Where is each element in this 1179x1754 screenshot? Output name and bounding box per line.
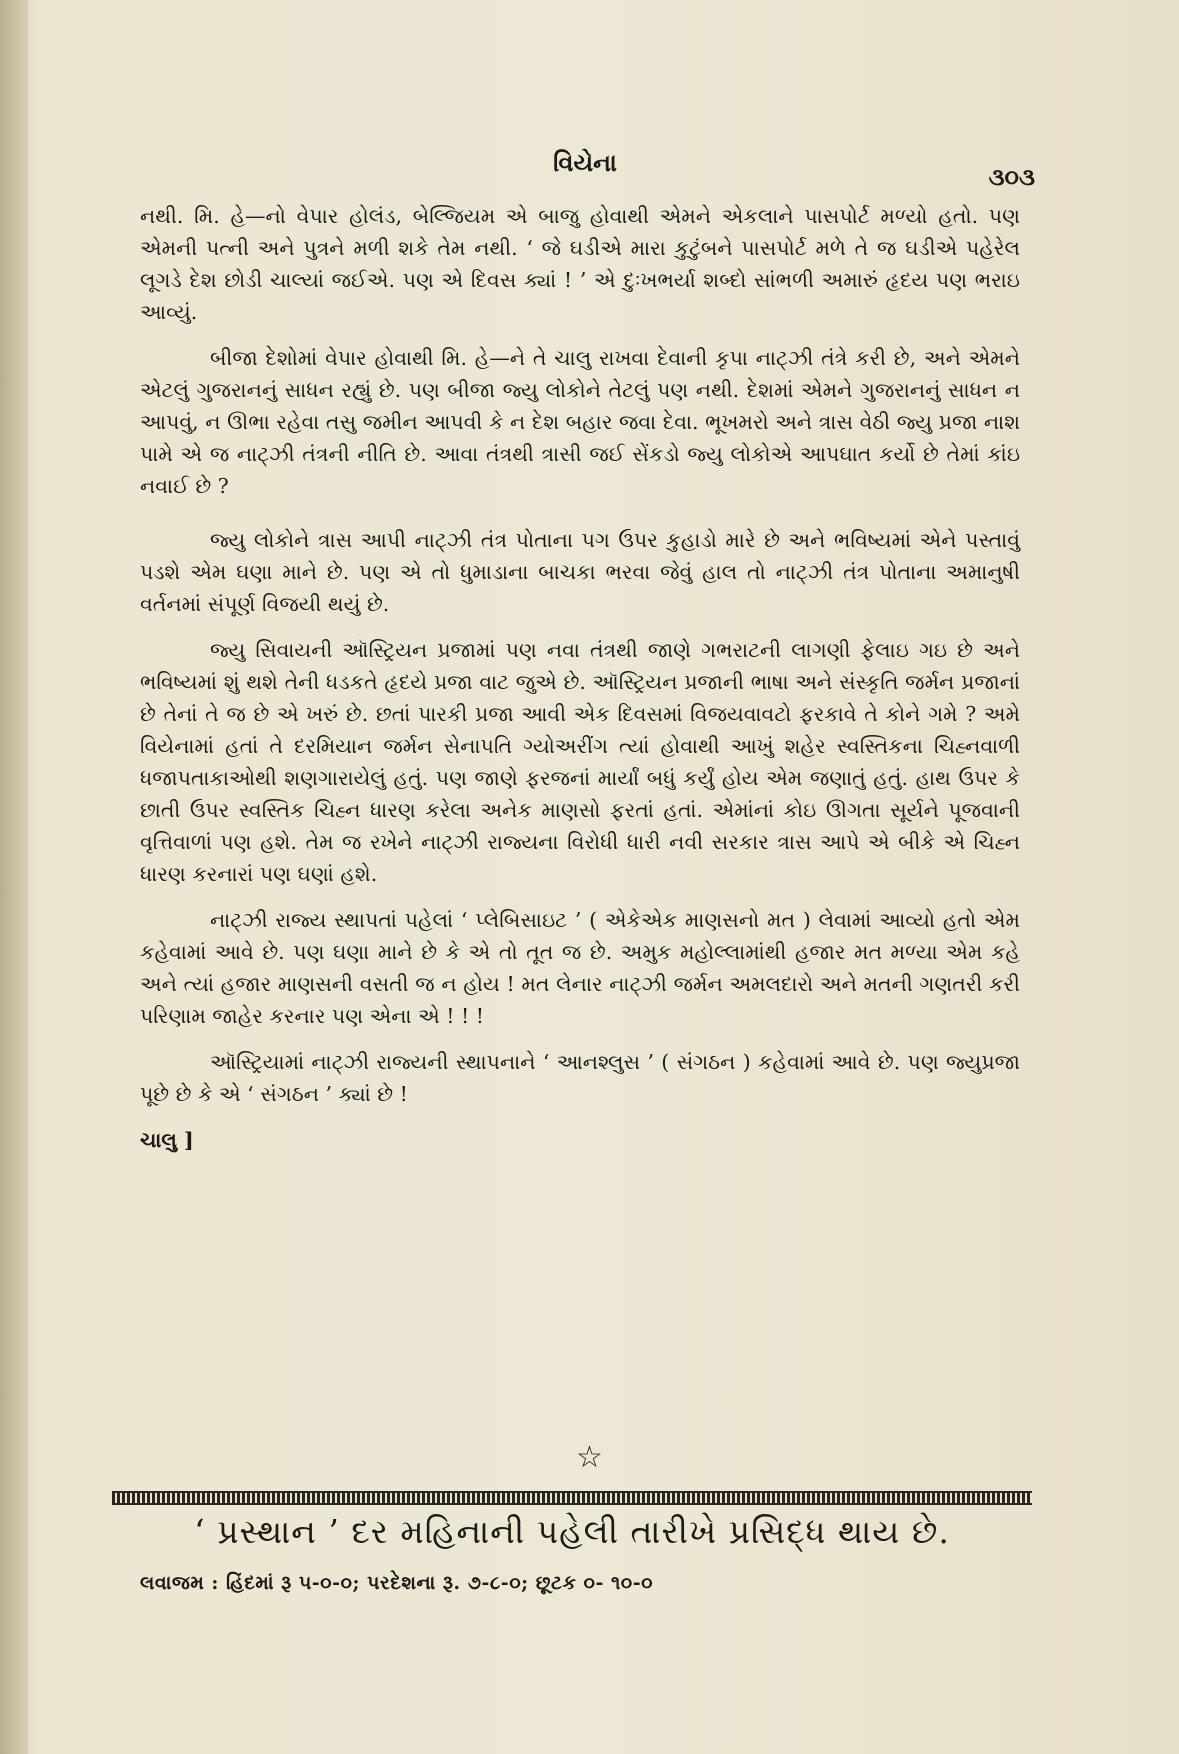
decorative-rule bbox=[112, 1491, 1032, 1505]
article-body bbox=[140, 200, 1020, 1156]
page-header bbox=[135, 148, 1035, 191]
continued-marker: ચાલુ ] bbox=[140, 1128, 194, 1152]
paragraph: ઑસ્ટ્રિયામાં નાટ્ઝી રાજ્યની સ્થાપનાને ‘ આનશ્લુસ ’ ( સંગઠન ) કહેવામાં આવે છે. પણ જ્યુપ્રજા પૂછે છે કે એ ‘ સંગઠન ’ ક્યાં છે ! bbox=[140, 1050, 1020, 1106]
running-title: વિયેના bbox=[553, 148, 617, 177]
paragraph: જ્યુ લોકોને ત્રાસ આપી નાટ્ઝી તંત્ર પોતાના પગ ઉપર કુહાડો મારે છે અને ભવિષ્યમાં એને પસ્તાવું પડશે એમ ઘણા માને છે. પણ એ તો ધુમાડાના બાચકા ભરવા જેવું હાલ તો નાટ્ઝી તંત્ર પોતાના અમાનુષી વર્તનમાં સંપૂર્ણ વિજયી થયું છે. bbox=[140, 528, 1020, 616]
star-ornament-icon: ☆ bbox=[576, 1440, 603, 1475]
paragraph: જ્યુ સિવાયની ઑસ્ટ્રિયન પ્રજામાં પણ નવા તંત્રથી જાણે ગભરાટની લાગણી ફેલાઇ ગઇ છે અને ભવિષ્યમાં શું થશે તેની ધડકતે હૃદયે પ્રજા વાટ જુએ છે. ઑસ્ટ્રિયન પ્રજાની ભાષા અને સંસ્કૃતિ જર્મન પ્રજાનાં છે તેનાં તે જ છે એ ખરું છે. છતાં પારકી પ્રજા આવી એક દિવસમાં વિજયવાવટો ફરકાવે તે કોને ગમે ? અમે વિયેનામાં હતાં તે દરમિયાન જર્મન સેનાપતિ ગ્યોઅરીંગ ત્યાં હોવાથી આખું શહેર સ્વસ્તિકના ચિહ્નવાળી ધજાપતાકાઓથી શણગારાયેલું હતું. પણ જાણે ફરજનાં માર્યાં બધું કર્યું હોય એમ જણાતું હતું. હાથ ઉપર કે છાતી ઉપર સ્વસ્તિક ચિહ્ન ધારણ કરેલા અનેક માણસો ફરતાં હતાં. એમાંનાં કોઇ ઊગતા સૂર્યને પૂજવાની વૃત્તિવાળાં પણ હશે. તેમ જ રખેને નાટ્ઝી રાજ્યના વિરોધી ધારી નવી સરકાર ત્રાસ આપે એ બીકે એ ચિહ્ન ધારણ કરનારાં પણ ઘણાં હશે. bbox=[140, 638, 1020, 886]
subscription-rates: લવાજમ : હિંદમાં રૂ ૫-૦-૦; પરદેશના રૂ. ૭-૮-૦; છૂટક ૦- ૧૦-૦ bbox=[140, 1572, 654, 1594]
page-number: ૩૦૩ bbox=[988, 162, 1035, 191]
binding-edge bbox=[0, 0, 28, 1754]
publication-notice: ‘ પ્રસ્થાન ’ દર મહિનાની પહેલી તારીખે પ્રસિદ્ધ થાય છે. bbox=[194, 1512, 950, 1551]
paragraph: નથી. મિ. હે—નો વેપાર હોલંડ, બેલ્જિયમ એ બાજુ હોવાથી એમને એકલાને પાસપોર્ટ મળ્યો હતો. પણ એમની પત્ની અને પુત્રને મળી શકે તેમ નથી. ‘ જે ઘડીએ મારા કુટુંબને પાસપોર્ટ મળે તે જ ઘડીએ પહેરેલ લૂગડે દેશ છોડી ચાલ્યાં જઈએ. પણ એ દિવસ ક્યાં ! ’ એ દુઃખભર્યા શબ્દો સાંભળી અમારું હૃદય પણ ભરાઇ આવ્યું. bbox=[140, 204, 1020, 324]
paragraph: બીજા દેશોમાં વેપાર હોવાથી મિ. હે—ને તે ચાલુ રાખવા દેવાની કૃપા નાટ્ઝી તંત્રે કરી છે, અને એમને એટલું ગુજરાનનું સાધન રહ્યું છે. પણ બીજા જ્યુ લોકોને તેટલું પણ નથી. દેશમાં એમને ગુજરાનનું સાધન ન આપવું, ન ઊભા રહેવા તસુ જમીન આપવી કે ન દેશ બહાર જવા દેવા. ભૂખમરો અને ત્રાસ વેઠી જ્યુ પ્રજા નાશ પામે એ જ નાટ્ઝી તંત્રની નીતિ છે. આવા તંત્રથી ત્રાસી જઈ સેંકડો જ્યુ લોકોએ આપઘાત કર્યો છે તેમાં કાંઇ નવાઈ છે ? bbox=[140, 346, 1020, 498]
paragraph: નાટ્ઝી રાજ્ય સ્થાપતાં પહેલાં ‘ પ્લેબિસાઇટ ’ ( એકેએક માણસનો મત ) લેવામાં આવ્યો હતો એમ કહેવામાં આવે છે. પણ ઘણા માને છે કે એ તો તૂત જ છે. અમુક મહોલ્લામાંથી હજાર મત મળ્યા એમ કહે અને ત્યાં હજાર માણસની વસતી જ ન હોય ! મત લેનાર નાટ્ઝી જર્મન અમલદારો અને મતની ગણતરી કરી પરિણામ જાહેર કરનાર પણ એના એ ! ! ! bbox=[140, 908, 1020, 1028]
